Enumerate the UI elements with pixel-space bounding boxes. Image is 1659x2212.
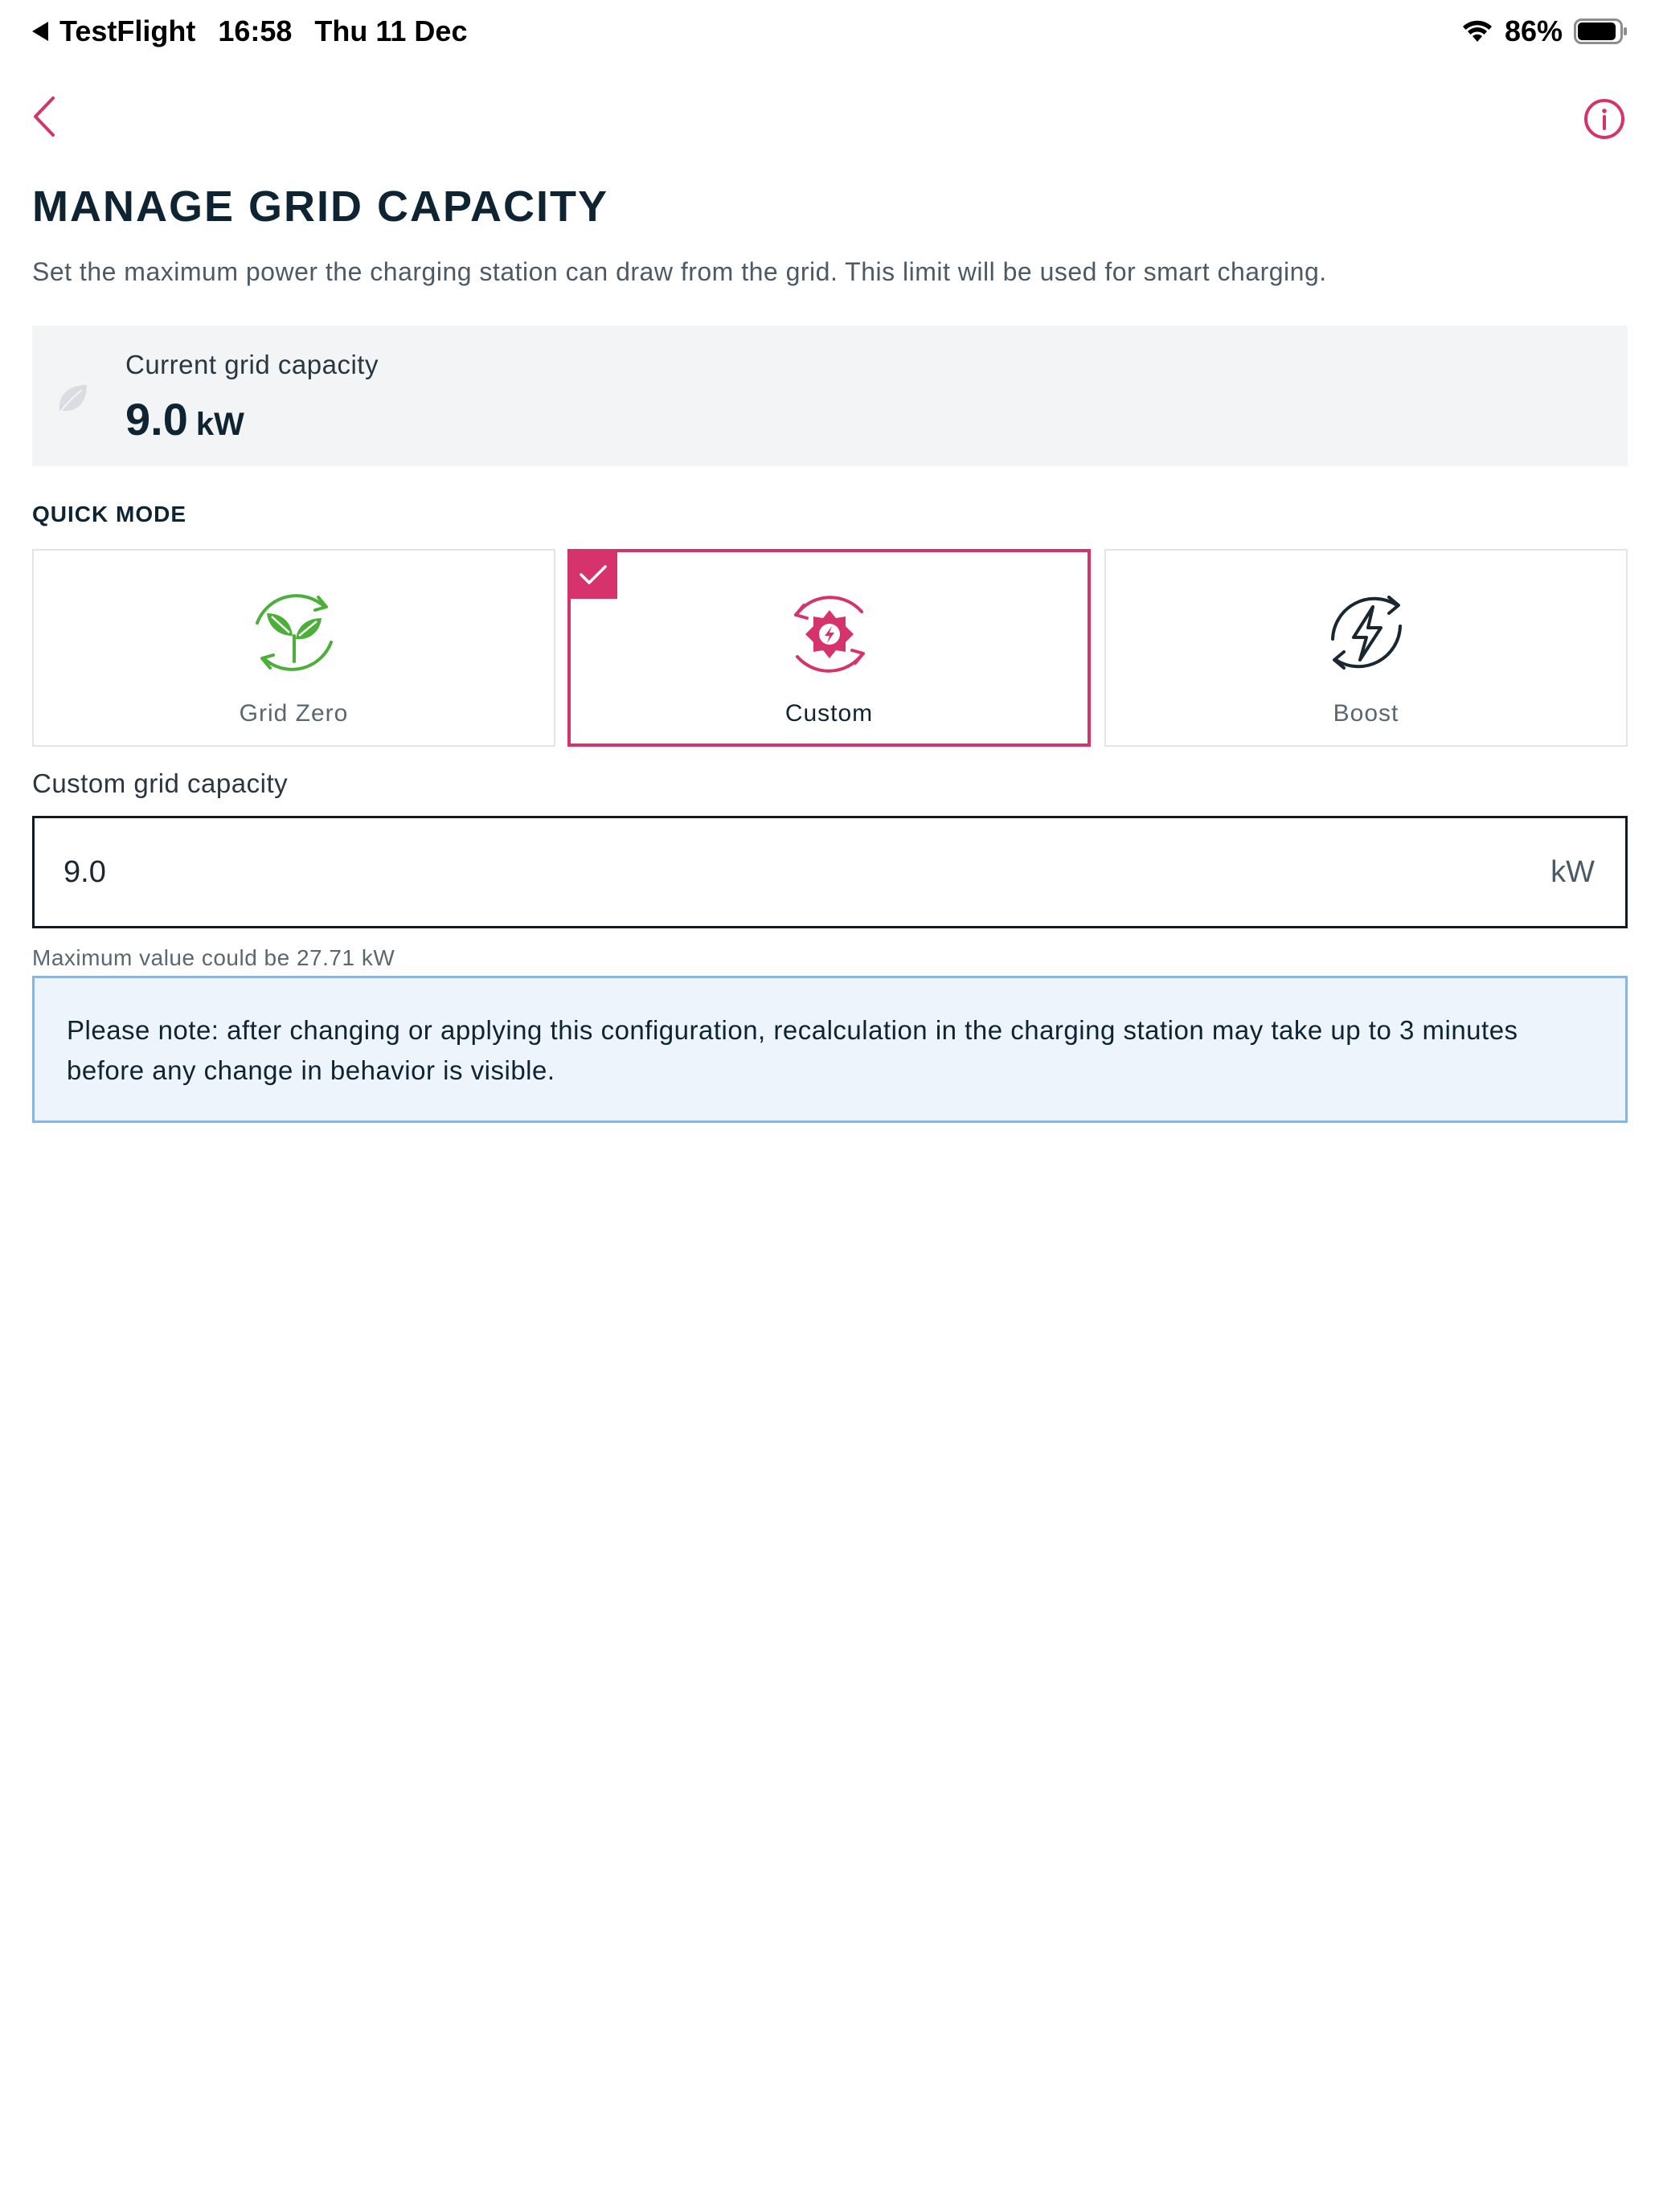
- current-capacity-number: 9.0: [125, 394, 188, 444]
- mode-boost[interactable]: [1104, 549, 1628, 747]
- current-capacity-label: Current grid capacity: [125, 350, 379, 379]
- battery-icon: [1574, 18, 1628, 44]
- mode-grid-zero-label: Grid Zero: [239, 700, 349, 727]
- custom-capacity-unit: kW: [1550, 855, 1595, 889]
- page-title: MANAGE GRID CAPACITY: [32, 182, 609, 231]
- wifi-icon: [1461, 19, 1493, 43]
- status-date: Thu 11 Dec: [314, 14, 468, 47]
- status-left[interactable]: [32, 14, 467, 48]
- current-capacity-value: [125, 393, 244, 445]
- sprout-cycle-icon: [244, 583, 344, 682]
- current-capacity-card: [32, 326, 1628, 466]
- max-value-helper: Maximum value could be 27.71 kW: [32, 945, 395, 970]
- mode-custom[interactable]: [567, 549, 1091, 747]
- check-icon: [579, 563, 608, 586]
- status-bar: [0, 0, 1659, 64]
- selected-check-badge: [569, 551, 617, 599]
- gear-bolt-cycle-icon: [780, 584, 879, 684]
- mode-boost-label: Boost: [1333, 700, 1399, 727]
- back-to-app-icon: [32, 22, 48, 41]
- status-right: [1461, 14, 1628, 48]
- info-note-text: Please note: after changing or applying this configuration, recalculation in the charging station may take up to 3 minutes before any change in behavior is visible.: [67, 1015, 1518, 1085]
- battery-percent: 86%: [1504, 14, 1563, 47]
- page-description: Set the maximum power the charging station can draw from the grid. This limit will be used for smart charging.: [32, 257, 1327, 286]
- info-button[interactable]: [1582, 96, 1627, 141]
- bolt-cycle-icon: [1317, 583, 1416, 682]
- mode-custom-label: Custom: [784, 700, 874, 727]
- back-button[interactable]: [24, 88, 64, 145]
- info-note: [32, 976, 1628, 1123]
- custom-capacity-input[interactable]: [63, 818, 1430, 926]
- leaf-icon: [55, 380, 90, 416]
- quick-mode-label: QUICK MODE: [32, 502, 186, 526]
- status-app-name: TestFlight: [59, 14, 196, 47]
- custom-capacity-label: Custom grid capacity: [32, 768, 289, 798]
- custom-capacity-field[interactable]: [32, 816, 1628, 928]
- status-time: 16:58: [218, 14, 293, 47]
- mode-grid-zero[interactable]: [32, 549, 555, 747]
- info-icon: [1582, 96, 1627, 141]
- current-capacity-unit: kW: [195, 407, 244, 442]
- chevron-left-icon: [32, 96, 56, 137]
